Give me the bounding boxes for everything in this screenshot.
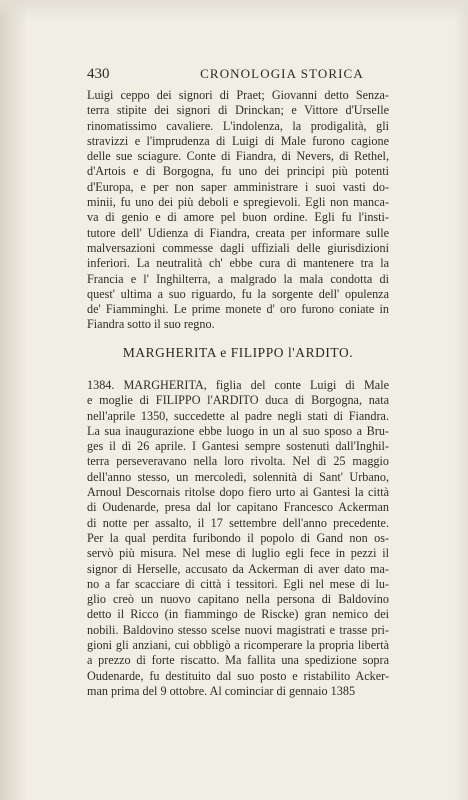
text-line: no a far scacciare di città i tessitori. Egli nel mese di lu- [87,576,389,591]
text-line: Francia e l' Inghilterra, a malgrado la mala condotta di [87,271,389,286]
text-line: quest' ultima a suo riguardo, fu la sorgente dell' opulenza [87,286,389,301]
text-line: terra stipite dei signori di Drinckan; e Vittore d'Urselle [87,103,389,118]
text-line: man prima del 9 ottobre. Al cominciar di gennaio 1385 [87,683,356,698]
text-line: stravizzi e l'imprudenza di Luigi di Male furono cagione [87,133,389,148]
text-line: malversazioni commesse dagli uffiziali delle giurisdizioni [87,240,389,255]
text-line: de' Fiamminghi. Le prime monete d' oro furono coniate in [87,302,389,317]
text-line: glio creò un nuovo capitano nella persona di Baldovino [87,592,389,607]
page-number: 430 [87,66,110,82]
text-line: servò più misura. Nel mese di luglio egli fece in pezzi il [87,546,389,561]
text-line: va di genio e di amore pel buon ordine. Egli fu l'insti- [87,210,389,225]
text-line: e moglie di FILIPPO l'ARDITO duca di Borgogna, nata [87,393,389,408]
text-line: di notte per assalto, il 17 settembre dell'anno precedente. [87,515,389,530]
text-line: tutore dell' Udienza di Fiandra, creata per informare sulle [87,225,389,240]
page-right-shadow [454,0,468,800]
text-line: nobili. Baldovino stesso scelse nuovi magistrati e trasse pri- [87,622,389,637]
text-line: signor di Herselle, accusato da Ackerman di aver dato ma- [87,561,389,576]
page-gutter-shadow [0,0,26,800]
text-line: Oudenarde, fu destituito dal suo posto e ristabilito Acker- [87,668,389,683]
running-head: CRONOLOGIA STORICA [200,66,364,81]
text-line: gioni gli anziani, cui obbligò a ricomperare la propria libertà [87,638,389,653]
page-header [87,66,387,84]
text-line: d'Artois e di Borgogna, fu uno dei principi più potenti [87,164,389,179]
text-line: ges il dì 26 aprile. I Gantesi sempre sostenuti dall'Inghil- [87,439,389,454]
text-line: nell'aprile 1350, succedette al padre negli stati di Fiandra. [87,408,389,423]
text-line: inferiori. La neutralità ch' ebbe cura di mantenere tra la [87,256,389,271]
text-line: minii, fu uno dei più deboli e spregievoli. Egli non manca- [87,195,389,210]
text-line: a prezzo di forte riscatto. Ma fallita una spedizione sopra [87,653,389,668]
text-line: Arnoul Descornais ritolse dopo fiero urto ai Gantesi la città [87,485,389,500]
text-line: 1384. MARGHERITA, figlia del conte Luigi di Male [87,378,389,392]
text-line: Fiandra sotto il suo regno. [87,317,215,332]
text-line: d'Europa, e per non saper amministrare i suoi vasti do- [87,179,389,194]
text-line: Per la qual perdita furibondo il popolo di Gand non os- [87,530,389,545]
text-line: detto il Ricco (in fiammingo de Riscke) gran nemico dei [87,607,389,622]
page-top-shadow [0,0,468,20]
section-title: MARGHERITA e FILIPPO l'ARDITO. [122,345,354,360]
text-line: dell'anno stesso, un mercoledì, solennità di Sant' Urbano, [87,469,389,484]
text-line: terra perseveravano nella loro rivolta. Nel dì 25 maggio [87,454,389,469]
continuation-paragraph [87,88,389,333]
entry-1384-paragraph [87,378,389,699]
text-line: di Oudenarde, presa dal lor capitano Francesco Ackerman [87,500,389,515]
text-line: delle sue sciagure. Conte di Fiandra, di Nevers, di Rethel, [87,149,389,164]
text-line: Luigi ceppo dei signori di Praet; Giovanni detto Senza- [87,88,389,102]
text-line: La sua inaugurazione ebbe luogo in un al suo sposo a Bru- [87,423,389,438]
text-line: rinomatissimo cavaliere. L'indolenza, la prodigalità, gli [87,118,389,133]
